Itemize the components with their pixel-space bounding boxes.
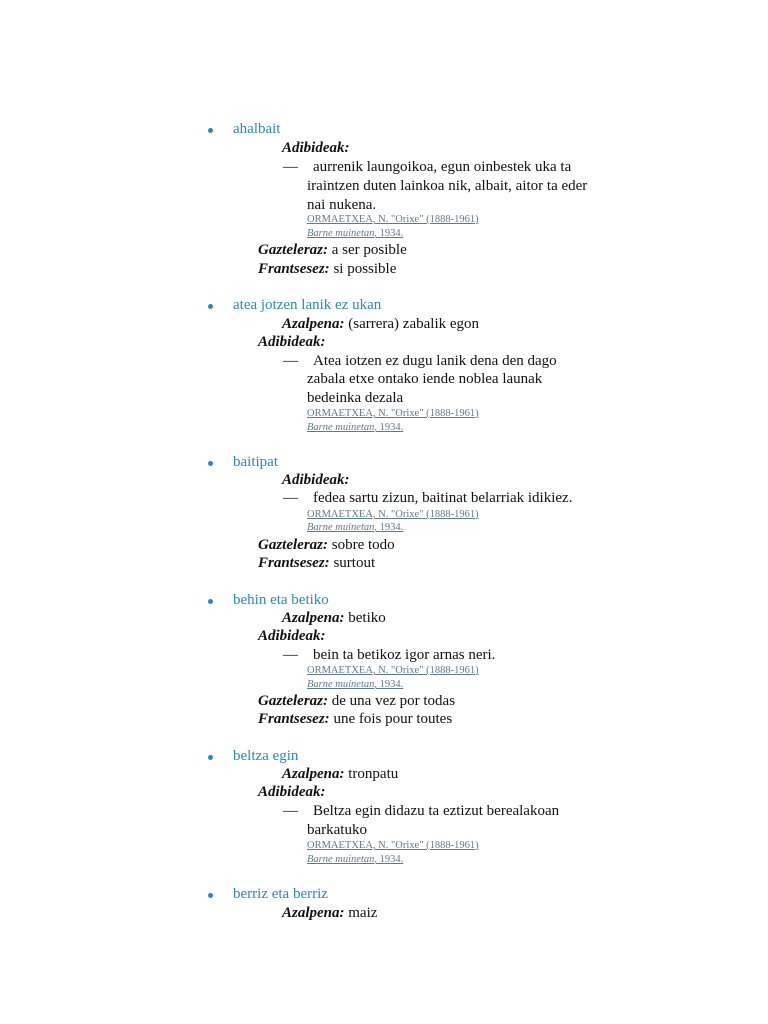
citation-author-link[interactable]: ORMAETXEA, N. "Orixe" (1888-1961) xyxy=(307,840,479,851)
example-text: Atea iotzen ez dugu lanik dena den dago xyxy=(313,353,557,369)
citation-work-link[interactable] xyxy=(307,421,403,434)
french-row xyxy=(258,260,396,278)
spanish-row xyxy=(258,536,395,554)
example-text: Beltza egin didazu ta eztizut berealakoan xyxy=(313,803,560,819)
bullet-icon xyxy=(208,893,213,898)
example-text: nai nukena. xyxy=(307,197,377,213)
citation-author-link[interactable]: ORMAETXEA, N. "Orixe" (1888-1961) xyxy=(307,665,479,676)
citation-year: , 1934. xyxy=(374,422,404,433)
example-text: bedeinka dezala xyxy=(307,390,404,406)
explanation-value: maiz xyxy=(348,905,378,921)
explanation-row xyxy=(282,315,479,333)
spanish-value: sobre todo xyxy=(331,537,395,553)
citation-work-link[interactable] xyxy=(307,678,403,691)
french-label: Frantsesez: xyxy=(258,555,330,571)
examples-label: Adibideak: xyxy=(258,784,326,800)
explanation-row xyxy=(282,904,377,922)
spanish-row xyxy=(258,241,407,259)
example-text: fedea sartu zizun, baitinat belarriak idikiez. xyxy=(313,490,573,506)
dash-icon: — xyxy=(283,647,298,663)
entry-term[interactable]: berriz eta berriz xyxy=(233,886,328,902)
explanation-value: (sarrera) zabalik egon xyxy=(348,316,480,332)
bullet-icon xyxy=(208,304,213,309)
citation-work: Barne muinetan xyxy=(307,228,375,239)
example-text: zabala etxe ontako iende noblea launak xyxy=(307,371,543,387)
explanation-value: tronpatu xyxy=(348,766,399,782)
french-value: si possible xyxy=(333,261,397,277)
french-row xyxy=(258,710,452,728)
citation-author-link[interactable]: ORMAETXEA, N. "Orixe" (1888-1961) xyxy=(307,408,479,419)
examples-label: Adibideak: xyxy=(282,472,350,488)
dash-icon: — xyxy=(283,490,298,506)
explanation-label: Azalpena: xyxy=(282,316,345,332)
citation-work-link[interactable] xyxy=(307,227,403,240)
examples-label: Adibideak: xyxy=(258,628,326,644)
explanation-label: Azalpena: xyxy=(282,610,345,626)
dash-icon: — xyxy=(283,353,298,369)
french-label: Frantsesez: xyxy=(258,261,330,277)
example-text: bein ta betikoz igor arnas neri. xyxy=(313,647,496,663)
french-value: surtout xyxy=(333,555,376,571)
example-text: barkatuko xyxy=(307,822,367,838)
bullet-icon xyxy=(208,599,213,604)
explanation-label: Azalpena: xyxy=(282,905,345,921)
citation-year: , 1934. xyxy=(374,228,404,239)
citation-year: , 1934. xyxy=(374,679,404,690)
citation-work: Barne muinetan xyxy=(307,854,375,865)
entry-term[interactable]: ahalbait xyxy=(233,121,281,137)
entry-term[interactable]: beltza egin xyxy=(233,748,299,764)
explanation-value: betiko xyxy=(348,610,386,626)
citation-work: Barne muinetan xyxy=(307,522,375,533)
citation-year: , 1934. xyxy=(374,854,404,865)
examples-label: Adibideak: xyxy=(282,140,350,156)
spanish-label: Gazteleraz: xyxy=(258,537,328,553)
explanation-label: Azalpena: xyxy=(282,766,345,782)
explanation-row xyxy=(282,765,398,783)
citation-work: Barne muinetan xyxy=(307,679,375,690)
citation-year: , 1934. xyxy=(374,522,404,533)
bullet-icon xyxy=(208,755,213,760)
dash-icon: — xyxy=(283,159,298,175)
spanish-label: Gazteleraz: xyxy=(258,693,328,709)
citation-author-link[interactable]: ORMAETXEA, N. "Orixe" (1888-1961) xyxy=(307,509,479,520)
spanish-row xyxy=(258,692,455,710)
citation-work-link[interactable] xyxy=(307,853,403,866)
examples-label: Adibideak: xyxy=(258,334,326,350)
entry-term[interactable]: atea jotzen lanik ez ukan xyxy=(233,297,382,313)
spanish-value: a ser posible xyxy=(331,242,407,258)
spanish-value: de una vez por todas xyxy=(331,693,456,709)
dash-icon: — xyxy=(283,803,298,819)
entry-term[interactable]: baitipat xyxy=(233,454,278,470)
citation-work: Barne muinetan xyxy=(307,422,375,433)
example-text: iraintzen duten lainkoa nik, albait, aitor ta eder xyxy=(307,178,588,194)
citation-work-link[interactable] xyxy=(307,521,403,534)
spanish-label: Gazteleraz: xyxy=(258,242,328,258)
bullet-icon xyxy=(208,461,213,466)
citation-author-link[interactable]: ORMAETXEA, N. "Orixe" (1888-1961) xyxy=(307,214,479,225)
french-row xyxy=(258,554,375,572)
entry-term[interactable]: behin eta betiko xyxy=(233,592,329,608)
explanation-row xyxy=(282,609,386,627)
example-text: aurrenik laungoikoa, egun oinbestek uka ta xyxy=(313,159,572,175)
french-label: Frantsesez: xyxy=(258,711,330,727)
bullet-icon xyxy=(208,128,213,133)
french-value: une fois pour toutes xyxy=(333,711,453,727)
